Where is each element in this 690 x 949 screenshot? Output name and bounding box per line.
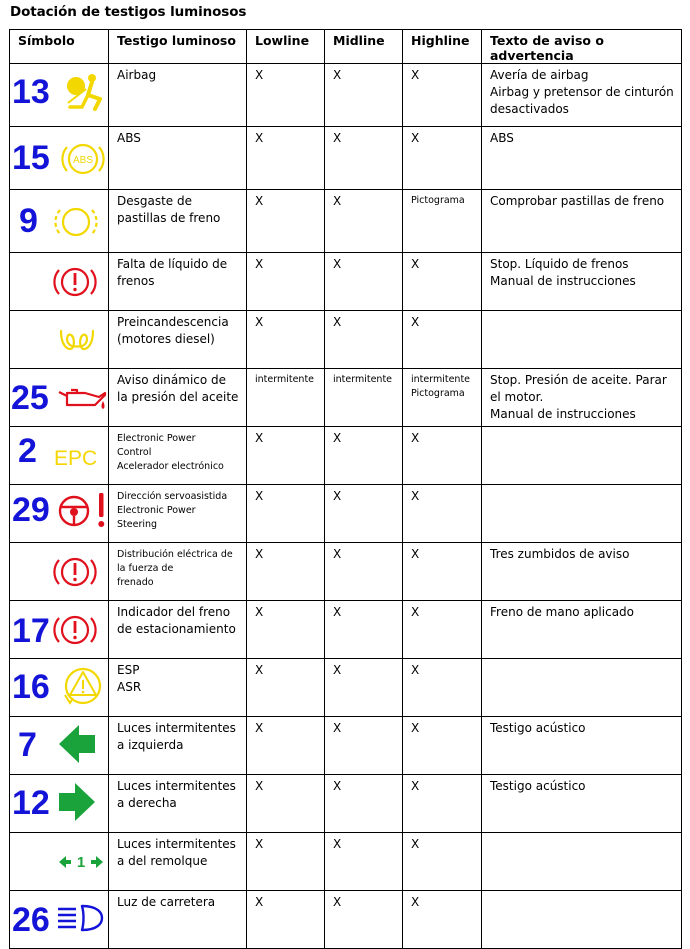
- rows.12.high-line: X: [411, 779, 420, 793]
- warning-text-cell: [482, 485, 682, 543]
- turn-left-arrow-icon: [57, 723, 97, 769]
- lowline-cell: [247, 601, 325, 659]
- epc-icon-text: EPC: [54, 447, 98, 470]
- lowline-value: intermitente: [255, 374, 315, 385]
- midline-value: X: [333, 779, 342, 793]
- lowline-value: X: [255, 895, 264, 909]
- warning-text-cell: [482, 717, 682, 775]
- rows.11.text-line: Testigo acústico: [490, 721, 586, 735]
- table-row: [10, 190, 682, 253]
- table-row: [10, 127, 682, 190]
- rows.5.name-line: la presión del aceite: [117, 390, 239, 404]
- midline-value: X: [333, 315, 342, 329]
- light-name-cell: [109, 833, 247, 891]
- header-light: Testigo luminoso: [109, 30, 247, 64]
- light-name-cell: [109, 659, 247, 717]
- rows.3.name-line: frenos: [117, 274, 155, 288]
- symbol-number: 13: [12, 73, 50, 111]
- warning-text-cell: [482, 891, 682, 949]
- warning-text-cell: [482, 190, 682, 253]
- header-lowline: Lowline: [247, 30, 325, 64]
- turn-right-arrow-icon: [57, 781, 97, 827]
- rows.13.name-line: a del remolque: [117, 854, 208, 868]
- symbol-cell: [10, 891, 109, 949]
- rows.3.name-line: Falta de líquido de: [117, 257, 228, 271]
- midline-cell: [325, 64, 403, 127]
- highline-cell: [403, 427, 482, 485]
- midline-value: X: [333, 837, 342, 851]
- highline-cell: [403, 601, 482, 659]
- rows.13.name-line: Luces intermitentes: [117, 837, 236, 851]
- table-row: [10, 543, 682, 601]
- highline-cell: [403, 543, 482, 601]
- light-name-cell: [109, 891, 247, 949]
- symbol-cell: [10, 543, 109, 601]
- midline-value: X: [333, 194, 342, 208]
- lowline-cell: [247, 891, 325, 949]
- rows.2.high-line: Pictograma: [411, 195, 465, 206]
- rows.3.text-line: Stop. Líquido de frenos: [490, 257, 629, 271]
- symbol-cell: [10, 64, 109, 127]
- midline-cell: [325, 190, 403, 253]
- rows.0.text-line: Airbag y pretensor de cinturón: [490, 85, 674, 99]
- light-name-cell: [109, 311, 247, 369]
- rows.11.high-line: X: [411, 721, 420, 735]
- midline-cell: [325, 427, 403, 485]
- rows.9.name-line: Indicador del freno: [117, 605, 231, 619]
- rows.12.name-line: a derecha: [117, 796, 177, 810]
- warning-text-cell: [482, 427, 682, 485]
- symbol-cell: [10, 601, 109, 659]
- lowline-cell: [247, 190, 325, 253]
- lowline-cell: [247, 427, 325, 485]
- light-name-cell: [109, 127, 247, 190]
- rows.12.name-line: Luces intermitentes: [117, 779, 236, 793]
- oil-pressure-icon: [55, 383, 109, 417]
- midline-cell: [325, 659, 403, 717]
- rows.10.high-line: X: [411, 663, 420, 677]
- rows.11.name-line: a izquierda: [117, 738, 184, 752]
- header-row: [10, 30, 682, 64]
- rows.0.text-line: Avería de airbag: [490, 68, 589, 82]
- midline-cell: [325, 485, 403, 543]
- light-name-cell: [109, 253, 247, 311]
- symbol-cell: [10, 717, 109, 775]
- light-name-cell: [109, 369, 247, 427]
- rows.14.high-line: X: [411, 895, 420, 909]
- light-name-cell: [109, 601, 247, 659]
- high-beam-icon: [56, 903, 106, 937]
- rows.7.name-line: Electronic Power: [117, 505, 196, 516]
- table-row: [10, 891, 682, 949]
- lowline-value: X: [255, 721, 264, 735]
- highline-cell: [403, 775, 482, 833]
- symbol-cell: [10, 190, 109, 253]
- lowline-cell: [247, 127, 325, 190]
- epc-icon: [54, 441, 108, 475]
- symbol-number: 12: [12, 784, 50, 822]
- warning-text-cell: [482, 833, 682, 891]
- rows.3.text-line: Manual de instrucciones: [490, 274, 636, 288]
- rows.6.high-line: X: [411, 431, 420, 445]
- midline-value: X: [333, 721, 342, 735]
- midline-cell: [325, 311, 403, 369]
- symbol-number: 17: [12, 612, 50, 650]
- lowline-cell: [247, 833, 325, 891]
- lowline-cell: [247, 543, 325, 601]
- highline-cell: [403, 891, 482, 949]
- lowline-value: X: [255, 663, 264, 677]
- midline-value: X: [333, 489, 342, 503]
- symbol-number: 26: [12, 901, 50, 939]
- midline-value: intermitente: [333, 374, 393, 385]
- midline-cell: [325, 717, 403, 775]
- highline-cell: [403, 127, 482, 190]
- highline-cell: [403, 253, 482, 311]
- lowline-cell: [247, 659, 325, 717]
- table-row: [10, 485, 682, 543]
- rows.9.text-line: Freno de mano aplicado: [490, 605, 635, 619]
- abs-icon: [60, 139, 106, 183]
- warning-text-cell: [482, 127, 682, 190]
- midline-cell: [325, 369, 403, 427]
- light-name-cell: [109, 64, 247, 127]
- rows.5.text-line: Manual de instrucciones: [490, 407, 636, 421]
- rows.11.name-line: Luces intermitentes: [117, 721, 236, 735]
- rows.13.high-line: X: [411, 837, 420, 851]
- lowline-value: X: [255, 837, 264, 851]
- lowline-cell: [247, 369, 325, 427]
- symbol-cell: [10, 311, 109, 369]
- lowline-value: X: [255, 131, 264, 145]
- lowline-cell: [247, 253, 325, 311]
- glow-plug-icon: [57, 325, 97, 359]
- header-symbol: Símbolo: [10, 30, 109, 64]
- midline-value: X: [333, 68, 342, 82]
- symbol-cell: [10, 369, 109, 427]
- warning-text-cell: [482, 775, 682, 833]
- highline-cell: [403, 64, 482, 127]
- symbol-number: 16: [12, 668, 50, 706]
- lowline-value: X: [255, 431, 264, 445]
- symbol-cell: [10, 485, 109, 543]
- symbol-cell: [10, 127, 109, 190]
- symbol-cell: [10, 775, 109, 833]
- rows.2.text-line: Comprobar pastillas de freno: [490, 194, 665, 208]
- highline-cell: [403, 485, 482, 543]
- highline-cell: [403, 717, 482, 775]
- warning-text-cell: [482, 64, 682, 127]
- brake-pad-wear-icon: [53, 202, 99, 246]
- rows.5.text-line: el motor.: [490, 390, 544, 404]
- midline-cell: [325, 253, 403, 311]
- rows.4.name-line: Preincandescencia: [117, 315, 229, 329]
- midline-value: X: [333, 895, 342, 909]
- trailer-turn-signal-icon: [58, 852, 104, 876]
- midline-cell: [325, 833, 403, 891]
- rows.7.high-line: X: [411, 489, 420, 503]
- symbol-number: 25: [11, 379, 49, 417]
- rows.14.name-line: Luz de carretera: [117, 895, 216, 909]
- header-midline: Midline: [325, 30, 403, 64]
- rows.3.high-line: X: [411, 257, 420, 271]
- light-name-cell: [109, 775, 247, 833]
- warning-text-cell: [482, 601, 682, 659]
- rows.6.name-line: Control: [117, 447, 152, 458]
- lowline-value: X: [255, 68, 264, 82]
- warning-lights-table: [9, 29, 682, 949]
- rows.6.name-line: Acelerador electrónico: [117, 461, 224, 472]
- lowline-value: X: [255, 257, 264, 271]
- rows.9.name-line: de estacionamiento: [117, 622, 236, 636]
- rows.1.name-line: ABS: [117, 131, 141, 145]
- header-warning-text: Texto de aviso o advertencia: [482, 30, 682, 64]
- airbag-icon: [62, 73, 106, 117]
- warning-text-cell: [482, 253, 682, 311]
- table-row: [10, 427, 682, 485]
- rows.5.high-line: Pictograma: [411, 388, 465, 399]
- rows.0.text-line: desactivados: [490, 102, 569, 116]
- trailer-turn-signal-icon-text: 1: [76, 854, 86, 871]
- symbol-cell: [10, 833, 109, 891]
- table-row: [10, 369, 682, 427]
- midline-cell: [325, 891, 403, 949]
- rows.2.name-line: Desgaste de: [117, 194, 192, 208]
- midline-cell: [325, 601, 403, 659]
- midline-value: X: [333, 131, 342, 145]
- table-row: [10, 717, 682, 775]
- highline-cell: [403, 833, 482, 891]
- rows.10.name-line: ESP: [117, 663, 140, 677]
- symbol-number: 29: [12, 491, 50, 529]
- midline-value: X: [333, 605, 342, 619]
- rows.4.name-line: (motores diesel): [117, 332, 215, 346]
- midline-cell: [325, 543, 403, 601]
- rows.5.text-line: Stop. Presión de aceite. Parar: [490, 373, 667, 387]
- rows.10.name-line: ASR: [117, 680, 142, 694]
- rows.6.name-line: Electronic Power: [117, 433, 196, 444]
- rows.0.high-line: X: [411, 68, 420, 82]
- lowline-value: X: [255, 547, 264, 561]
- light-name-cell: [109, 190, 247, 253]
- lowline-cell: [247, 717, 325, 775]
- rows.1.high-line: X: [411, 131, 420, 145]
- table-row: [10, 64, 682, 127]
- highline-cell: [403, 659, 482, 717]
- midline-value: X: [333, 547, 342, 561]
- midline-value: X: [333, 257, 342, 271]
- lowline-cell: [247, 64, 325, 127]
- rows.8.text-line: Tres zumbidos de aviso: [490, 547, 630, 561]
- table-row: [10, 775, 682, 833]
- table-row: [10, 311, 682, 369]
- rows.2.name-line: pastillas de freno: [117, 211, 221, 225]
- rows.1.text-line: ABS: [490, 131, 514, 145]
- table-row: [10, 253, 682, 311]
- light-name-cell: [109, 485, 247, 543]
- midline-value: X: [333, 663, 342, 677]
- brake-force-distribution-icon: [52, 552, 98, 596]
- esp-asr-icon: [61, 665, 105, 711]
- rows.5.name-line: Aviso dinámico de: [117, 373, 227, 387]
- lowline-value: X: [255, 605, 264, 619]
- warning-text-cell: [482, 369, 682, 427]
- symbol-number: 2: [18, 432, 37, 470]
- page-title: Dotación de testigos luminosos: [10, 4, 247, 20]
- rows.8.name-line: frenado: [117, 577, 154, 588]
- rows.5.high-line: intermitente: [411, 374, 471, 385]
- midline-cell: [325, 127, 403, 190]
- symbol-number: 15: [12, 139, 50, 177]
- rows.8.name-line: Distribución eléctrica de: [117, 549, 233, 560]
- lowline-value: X: [255, 315, 264, 329]
- rows.0.name-line: Airbag: [117, 68, 157, 82]
- brake-warning-icon: [52, 262, 98, 306]
- highline-cell: [403, 369, 482, 427]
- warning-text-cell: [482, 311, 682, 369]
- warning-text-cell: [482, 659, 682, 717]
- rows.8.high-line: X: [411, 547, 420, 561]
- midline-value: X: [333, 431, 342, 445]
- symbol-cell: [10, 253, 109, 311]
- warning-text-cell: [482, 543, 682, 601]
- rows.12.text-line: Testigo acústico: [490, 779, 586, 793]
- symbol-number: 7: [18, 726, 37, 764]
- highline-cell: [403, 311, 482, 369]
- rows.8.name-line: la fuerza de: [117, 563, 174, 574]
- header-highline: Highline: [403, 30, 482, 64]
- lowline-cell: [247, 485, 325, 543]
- lowline-cell: [247, 311, 325, 369]
- power-steering-icon: [54, 491, 112, 535]
- rows.4.high-line: X: [411, 315, 420, 329]
- lowline-value: X: [255, 779, 264, 793]
- table-row: [10, 601, 682, 659]
- rows.7.name-line: Steering: [117, 519, 158, 530]
- light-name-cell: [109, 427, 247, 485]
- midline-cell: [325, 775, 403, 833]
- lowline-value: X: [255, 194, 264, 208]
- lowline-value: X: [255, 489, 264, 503]
- symbol-cell: [10, 427, 109, 485]
- symbol-cell: [10, 659, 109, 717]
- rows.9.high-line: X: [411, 605, 420, 619]
- rows.7.name-line: Dirección servoasistida: [117, 491, 228, 502]
- table-row: [10, 659, 682, 717]
- highline-cell: [403, 190, 482, 253]
- light-name-cell: [109, 717, 247, 775]
- light-name-cell: [109, 543, 247, 601]
- abs-icon-text: ABS: [72, 155, 94, 166]
- symbol-number: 9: [19, 202, 38, 240]
- parking-brake-icon: [52, 610, 98, 654]
- lowline-cell: [247, 775, 325, 833]
- table-row: [10, 833, 682, 891]
